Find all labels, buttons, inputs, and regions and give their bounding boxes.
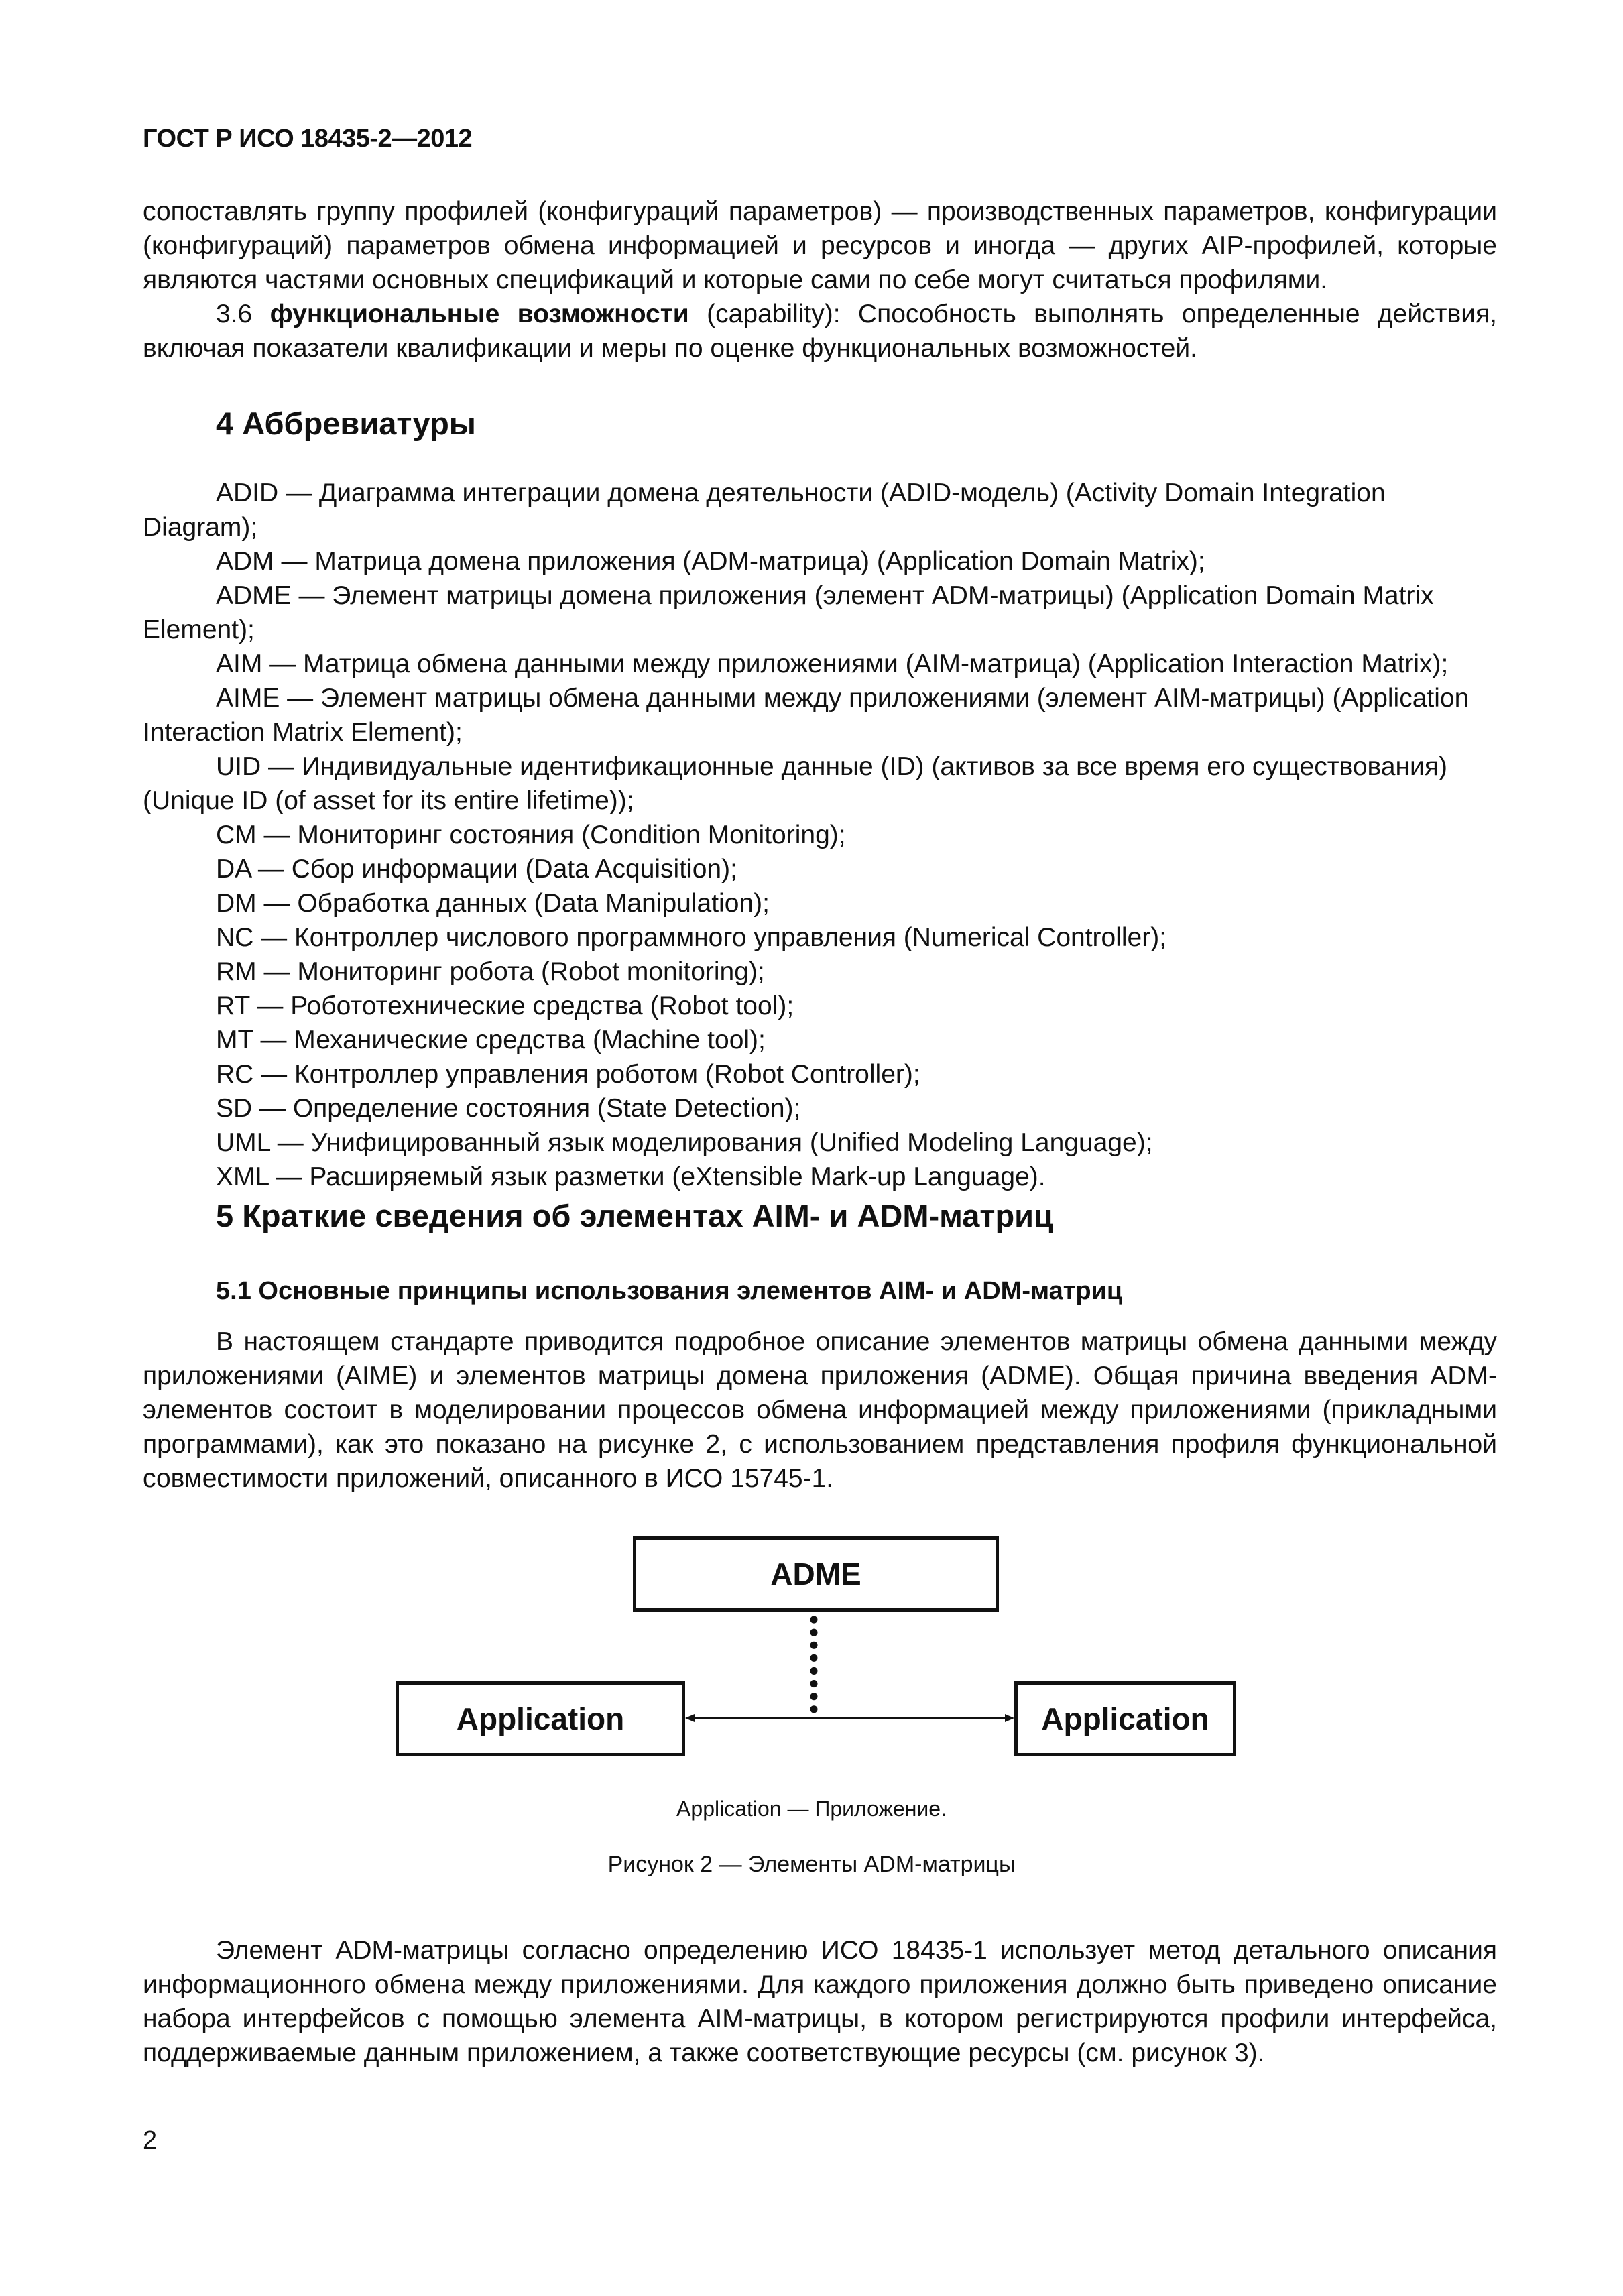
abbr-item: ADME — Элемент матрицы домена приложения (элемент ADM-матрицы) (Application Domain Matrix Element); bbox=[143, 581, 1434, 644]
section-5-title: 5 Краткие сведения об элементах AIM- и ADM-матриц bbox=[216, 1198, 1053, 1233]
abbr-item: ADID — Диаграмма интеграции домена деятельности (ADID-модель) (Activity Domain Integration Diagram); bbox=[143, 479, 1386, 542]
right-application-box: Application bbox=[1014, 1681, 1236, 1756]
abbr-item: MT — Механические средства (Machine tool); bbox=[216, 1026, 766, 1054]
abbr-item: NC — Контроллер числового программного управления (Numerical Controller); bbox=[216, 923, 1167, 952]
abbr-item: XML — Расширяемый язык разметки (eXtensible Mark-up Language). bbox=[216, 1162, 1046, 1191]
abbr-item: UML — Унифицированный язык моделирования (Unified Modeling Language); bbox=[216, 1128, 1153, 1157]
abbr-item: RT — Робототехнические средства (Robot tool); bbox=[216, 991, 794, 1020]
abbr-item: SD — Определение состояния (State Detection); bbox=[216, 1094, 801, 1123]
document-header: ГОСТ Р ИСО 18435-2—2012 bbox=[143, 125, 473, 153]
section-4-title: 4 Аббревиатуры bbox=[216, 406, 476, 441]
abbr-item: RM — Мониторинг робота (Robot monitoring); bbox=[216, 957, 765, 986]
intro-text bbox=[143, 194, 1497, 365]
abbreviations-list bbox=[143, 476, 1497, 1194]
definition-number: 3.6 bbox=[216, 300, 270, 328]
figure-caption: Рисунок 2 — Элементы ADM-матрицы bbox=[607, 1852, 1016, 1877]
abbr-item: UID — Индивидуальные идентификационные данные (ID) (активов за все время его существования) (Unique ID (of asset for its entire lifetime)); bbox=[143, 752, 1447, 815]
section-5-1-text bbox=[143, 1325, 1497, 1496]
abbr-item: ADM — Матрица домена приложения (ADM-матрица) (Application Domain Matrix); bbox=[216, 547, 1205, 576]
closing-text bbox=[143, 1933, 1497, 2070]
definition-term: функциональные возможности bbox=[269, 300, 689, 328]
figure-legend: Application — Приложение. bbox=[676, 1797, 947, 1821]
section-5-1-paragraph-1: В настоящем стандарте приводится подробное описание элементов матрицы обмена данными между приложениями (AIME) и элементов матрицы домена приложения (ADME). Общая причина введения ADM-элементов состоит в моделировании процессов обмена информацией между приложениями (прикладными программами), как это показано на рисунке 2, с использованием представления профиля функциональной совместимости приложений, описанного в ИСО 15745-1. bbox=[143, 1327, 1497, 1493]
abbr-item: RC — Контроллер управления роботом (Robot Controller); bbox=[216, 1060, 920, 1089]
definition-3-6 bbox=[143, 297, 1497, 365]
adme-box: ADME bbox=[633, 1536, 999, 1612]
intro-paragraph-1: сопоставлять группу профилей (конфигураций параметров) — производственных параметров, конфигурации (конфигураций) параметров обмена информацией и ресурсов и иногда — других AIP-профилей, которые являются частями основных спецификаций и которые сами по себе могут считаться профилями. bbox=[143, 197, 1497, 294]
abbr-item: DM — Обработка данных (Data Manipulation); bbox=[216, 889, 770, 918]
page-number: 2 bbox=[143, 2126, 158, 2155]
abbr-item: AIME — Элемент матрицы обмена данными между приложениями (элемент AIM-матрицы) (Application Interaction Matrix Element); bbox=[143, 684, 1469, 747]
left-application-box: Application bbox=[396, 1681, 685, 1756]
definition-text: (capability): Способность выполнять определенные действия, включая показатели квалификации и меры по оценке функциональных возможностей. bbox=[143, 300, 1497, 363]
closing-paragraph: Элемент ADM-матрицы согласно определению ИСО 18435-1 использует метод детального описания информационного обмена между приложениями. Для каждого приложения должно быть приведено описание набора интерфейсов с помощью элемента AIM-матрицы, в котором регистрируются профили интерфейса, поддерживаемые данным приложением, а также соответствующие ресурсы (см. рисунок 3). bbox=[143, 1936, 1497, 2067]
abbr-item: CM — Мониторинг состояния (Condition Monitoring); bbox=[216, 821, 846, 849]
subsection-5-1-title: 5.1 Основные принципы использования элементов AIM- и ADM-матриц bbox=[216, 1277, 1123, 1305]
abbr-item: DA — Сбор информации (Data Acquisition); bbox=[216, 855, 737, 884]
abbr-item: AIM — Матрица обмена данными между приложениями (AIM-матрица) (Application Interaction Matrix); bbox=[216, 650, 1449, 678]
